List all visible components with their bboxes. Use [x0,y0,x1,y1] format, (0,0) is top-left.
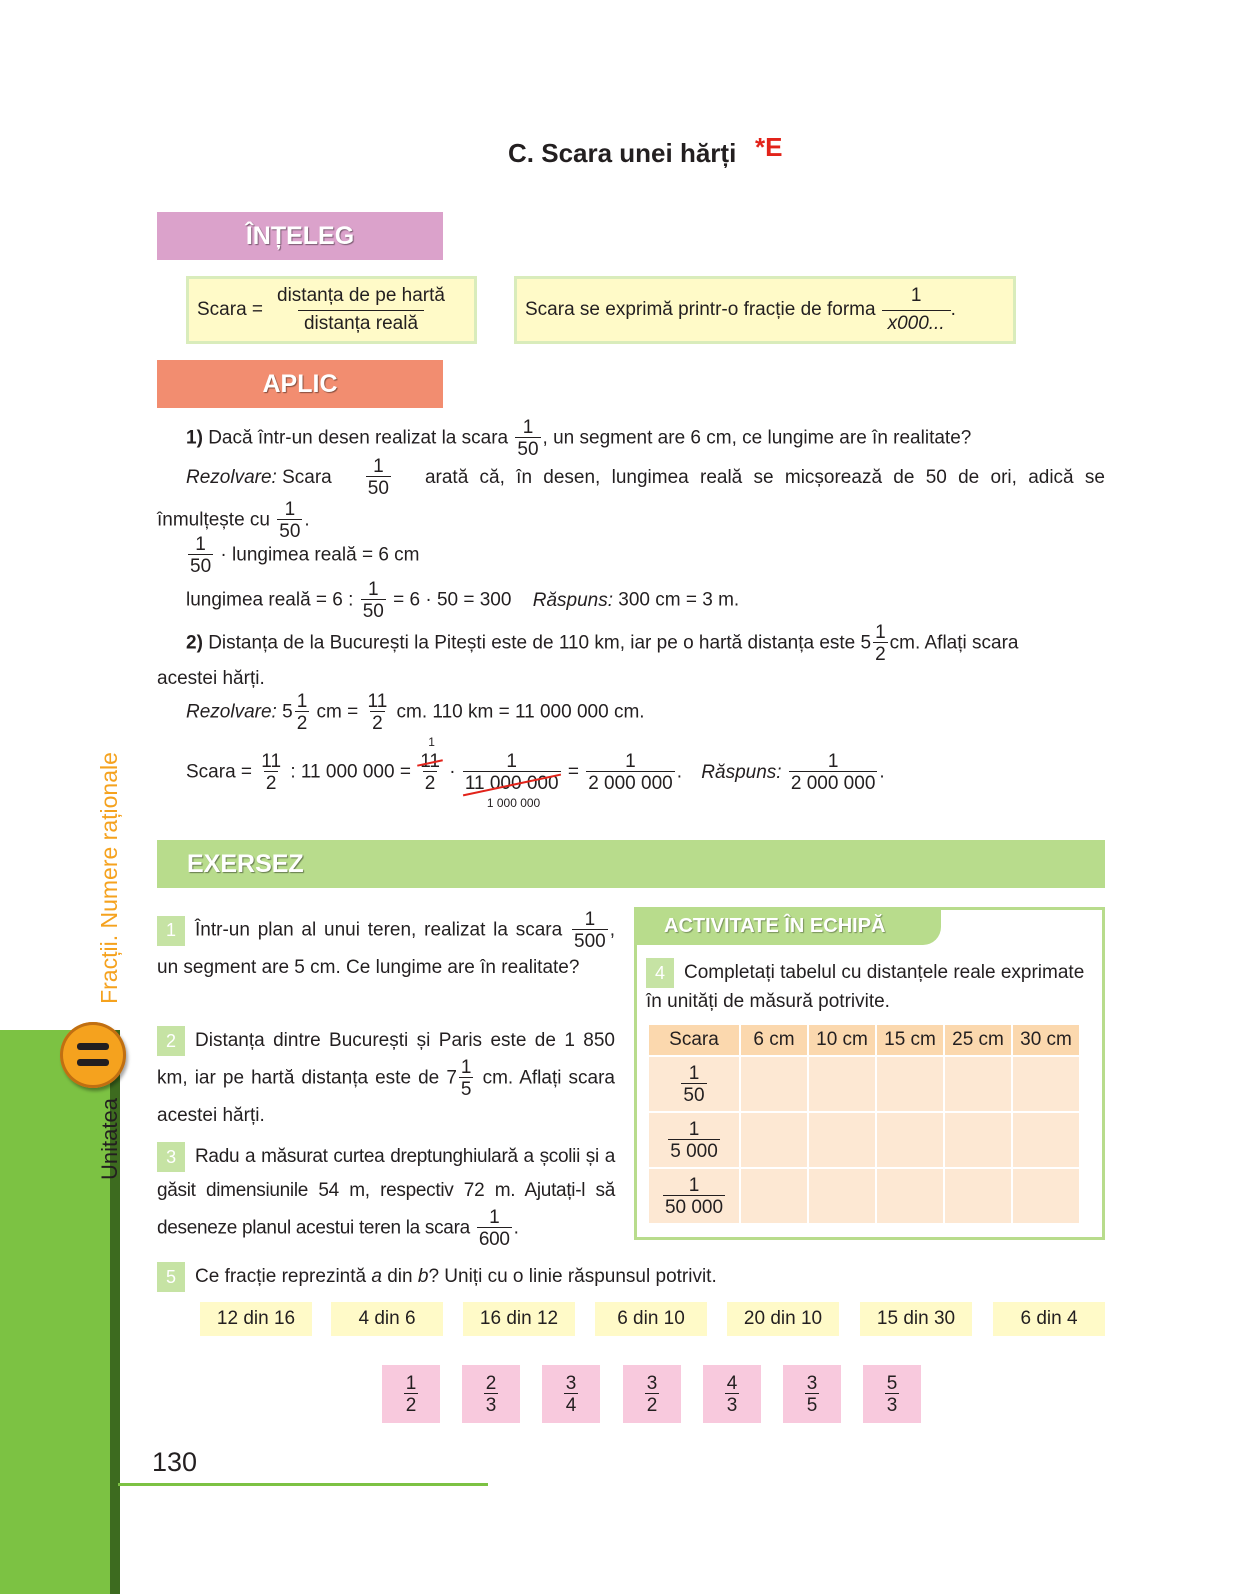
solution-text-c: înmulțește cu [157,509,270,531]
match-fraction-box[interactable] [863,1365,921,1423]
fraction [459,1058,474,1099]
footer-rule [118,1483,488,1486]
table-answer-cell[interactable] [877,1057,943,1111]
unit-label: Unitatea [97,1098,122,1180]
numerator: 1 [373,456,384,477]
denominator: 2 [296,713,308,734]
table-answer-cell[interactable] [945,1057,1011,1111]
scale-form-period: . [950,299,956,320]
numerator: 1 [522,417,534,438]
numerator: 3 [565,1372,577,1394]
match-fraction-box[interactable] [703,1365,761,1423]
page-number: 130 [152,1447,198,1477]
extended-content-mark: *E [755,132,783,162]
variable-b: b [417,1266,429,1288]
numerator: 1 [584,909,596,930]
denominator: 50 [190,556,212,577]
scale-label: Scara = [186,761,253,783]
table-answer-cell[interactable] [741,1169,807,1223]
exercise-4-text: Completați tabelul cu distanțele reale exprimate în unități de măsură potrivite. [646,962,1085,1012]
scale-definition-box [186,276,477,344]
problem-1-statement [186,418,971,459]
exercise-1 [157,910,615,985]
denominator: 50 [279,521,301,542]
exercise-5-text-a: Ce fracție reprezintă [195,1266,367,1288]
match-pair-box[interactable]: 6 din 10 [595,1302,707,1336]
numerator: 1 [195,534,206,555]
unit-vertical-label [96,752,123,1180]
problem-1-text-a: Dacă într-un desen realizat la scara [208,427,509,449]
table-answer-cell[interactable] [809,1113,875,1167]
denominator: 2 000 000 [588,773,673,794]
denominator: 600 [478,1229,510,1251]
scale-form-box [514,276,1016,344]
answer-label: Răspuns: [701,761,782,783]
table-header-cell: 6 cm [741,1025,807,1055]
exercise-2-text-a: Distanța dintre București și Paris este de 1 850 km, iar pe hartă distanța este de 7 [157,1030,615,1089]
numerator: 1 [296,691,308,712]
exercise-number-badge: 5 [157,1262,185,1292]
equation-2-text-a: lungimea reală = 6 : [186,589,354,611]
denominator: 5 000 [670,1140,718,1162]
denominator: 5 [806,1394,818,1416]
numerator: 1 [625,751,636,772]
cancelled-fraction [418,735,442,794]
solution-text-b: cm = [316,701,359,723]
problem-2-text-a: Distanța de la București la Pitești este de 110 km, iar pe o hartă distanța este 5 [208,632,872,654]
scale-division: : 11 000 000 = [290,761,411,783]
section-banner-aplic: APLIC [157,360,443,408]
team-activity-tab: ACTIVITATE ÎN ECHIPĂ [634,907,941,945]
variable-a: a [371,1266,382,1288]
table-header-cell: 15 cm [877,1025,943,1055]
solution-text-b: arată că, în desen, lungimea reală se micșorează de 50 de ori, adică se [424,466,1105,488]
numerator: 4 [726,1372,738,1394]
denominator: 5 [460,1079,472,1101]
problem-2-text-c: acestei hărți. [157,668,265,689]
match-pair-box[interactable]: 6 din 4 [993,1302,1105,1336]
match-pair-box[interactable]: 16 din 12 [463,1302,575,1336]
exercise-3-period: . [513,1217,519,1239]
denominator: 2 [424,773,436,794]
table-answer-cell[interactable] [877,1113,943,1167]
exercise-1-text-a: Într-un plan al unui teren, realizat la scara [195,919,563,941]
numerator [418,752,442,771]
table-answer-cell[interactable] [945,1169,1011,1223]
scale-computation [186,735,885,810]
denominator [463,771,561,793]
solution-text-a: Scara [282,466,332,488]
denominator: 3 [726,1394,738,1416]
fraction [477,1208,512,1249]
exercise-1-text-b: , un segment are 5 cm. Ce lungime are în realitate? [157,919,615,978]
unit-title: Fracții. Numere raționale [96,752,122,1004]
equation-1 [186,535,420,576]
fraction [295,692,310,733]
solution-label: Rezolvare: [186,701,277,723]
denominator: 2 [372,713,383,734]
scale-formula-left: Scara = [197,299,264,320]
equation-1-text: · lungimea reală = 6 cm [220,544,420,566]
table-header-cell: 30 cm [1013,1025,1079,1055]
table-header-cell: 25 cm [945,1025,1011,1055]
table-row [649,1169,1079,1223]
problem-2-solution [186,692,645,733]
denominator: 50 [362,601,384,622]
denominator: 50 [367,478,389,499]
section-banner-inteleg: ÎNȚELEG [157,212,443,260]
numerator: 3 [806,1372,818,1394]
numerator: 1 [688,1174,700,1196]
scale-table [647,1023,1081,1225]
scale-form-text: Scara se exprimă printr-o fracție de forma [525,299,876,320]
cancelled-fraction [463,751,561,810]
exercise-3 [157,1140,615,1249]
match-pair-box[interactable]: 20 din 10 [727,1302,839,1336]
denominator: 2 [405,1394,417,1416]
table-answer-cell[interactable] [945,1113,1011,1167]
denominator: 50 [517,439,539,460]
exercise-2 [157,1024,615,1133]
match-fraction-box[interactable] [462,1365,520,1423]
equation-2-text-b: = 6 · 50 = 300 [393,589,512,611]
scale-form-fraction [882,286,951,335]
exercise-number-badge: 2 [157,1026,185,1056]
exercise-5-text-mid: din [387,1266,413,1288]
table-scale-cell [649,1113,739,1167]
numerator: 5 [886,1372,898,1394]
exercise-4 [646,958,1096,1017]
numerator: 1 [827,751,839,772]
fraction [188,535,213,576]
match-fraction-box[interactable] [542,1365,600,1423]
table-answer-cell[interactable] [809,1057,875,1111]
table-answer-cell[interactable] [741,1113,807,1167]
numerator: 1 [405,1372,417,1394]
fraction [586,752,675,793]
numerator: 1 [284,499,296,520]
match-pair-box[interactable]: 12 din 16 [200,1302,312,1336]
numerator: 1 [875,622,886,643]
numerator: 1 [688,1062,700,1084]
fraction [789,752,878,793]
problem-1-solution [157,457,1105,541]
denominator: 3 [886,1394,898,1416]
table-header-row [649,1025,1079,1055]
answer-label: Răspuns: [532,589,614,611]
fraction [873,623,888,664]
equation-2 [186,580,739,621]
match-fraction-box[interactable] [783,1365,841,1423]
numerator: 2 [485,1372,497,1394]
table-header-cell: 10 cm [809,1025,875,1055]
problem-2-statement [157,623,1105,694]
page-title: C. Scara unei hărți [508,138,737,168]
scale-formula-fraction [271,286,451,335]
period: . [676,761,683,783]
denominator: 50 [683,1084,705,1106]
numerator: 11 [261,751,282,772]
scale-formula-numerator: distanța de pe hartă [277,284,445,306]
table-answer-cell[interactable] [1013,1113,1079,1167]
denominator: 2 000 000 [790,773,876,794]
exercise-number-badge: 3 [157,1142,185,1172]
exercise-number-badge: 1 [157,916,185,946]
denominator: 50 000 [664,1196,724,1218]
numerator: 1 [489,1207,500,1229]
problem-1-label: 1) [186,427,203,449]
numerator: 11 [367,691,388,712]
multiply-dot: · [449,761,456,783]
table-answer-cell[interactable] [741,1057,807,1111]
table-answer-cell[interactable] [809,1169,875,1223]
problem-2-label: 2) [186,632,203,654]
denominator: 500 [574,931,606,952]
match-fraction-box[interactable] [623,1365,681,1423]
denominator: 2 [875,644,886,665]
equals-sign: = [567,761,579,783]
fraction [361,580,386,621]
table-answer-cell[interactable] [1013,1169,1079,1223]
exercise-3-text-a: Radu a măsurat curtea dreptunghiulară a școlii și a găsit dimensiunile 54 m, respectiv 72 m. Ajutați-l să deseneze planul acestui teren la scara [157,1146,615,1239]
scale-form-denominator: x000... [882,310,951,335]
fraction [515,418,540,459]
fraction [366,692,390,733]
table-answer-cell[interactable] [877,1169,943,1223]
denominator: 2 [646,1394,658,1416]
cancelled-denominator: 11 000 000 [464,773,559,794]
section-banner-exersez: EXERSEZ [157,840,1105,888]
fraction [366,457,391,498]
cancel-result-bottom: 1 000 000 [486,796,541,810]
solution-period: . [304,509,310,531]
solution-text-c: cm. 110 km = 11 000 000 cm. [396,701,645,723]
scale-form-numerator: 1 [910,284,922,306]
unit-number-badge-icon [60,1022,126,1088]
match-fraction-box[interactable] [382,1365,440,1423]
numerator: 1 [506,751,517,772]
match-pair-box[interactable]: 15 din 30 [860,1302,972,1336]
period: . [879,761,885,783]
exercise-5 [157,1262,717,1292]
table-header-cell: Scara [649,1025,739,1055]
numerator: 1 [688,1118,700,1140]
table-row [649,1113,1079,1167]
exercise-5-text-end: ? Uniți cu o linie răspunsul potrivit. [428,1266,717,1288]
exercise-number-badge: 4 [646,958,674,988]
solution-label: Rezolvare: [186,466,277,488]
table-row [649,1057,1079,1111]
table-answer-cell[interactable] [1013,1057,1079,1111]
problem-1-text-b: , un segment are 6 cm, ce lungime are în realitate? [542,427,972,449]
numerator: 3 [646,1372,658,1394]
table-scale-cell [649,1169,739,1223]
exercise-2-text-b: cm. Aflați scara acestei hărți. [157,1067,616,1127]
cancel-result-top: 1 [428,735,435,749]
match-pair-box[interactable]: 4 din 6 [331,1302,443,1336]
denominator: 4 [565,1394,577,1416]
cancelled-numerator: 11 [420,751,440,772]
answer-value: 300 cm = 3 m. [618,589,740,611]
fraction [572,910,608,951]
numerator: 1 [460,1057,472,1079]
table-scale-cell [649,1057,739,1111]
denominator: 2 [265,773,277,794]
fraction [259,752,283,793]
numerator: 1 [367,579,379,600]
mixed-whole: 5 [282,701,293,723]
problem-2-text-b: cm. Aflați scara [889,632,1019,654]
denominator: 3 [485,1394,497,1416]
scale-formula-denominator: distanța reală [298,310,424,335]
